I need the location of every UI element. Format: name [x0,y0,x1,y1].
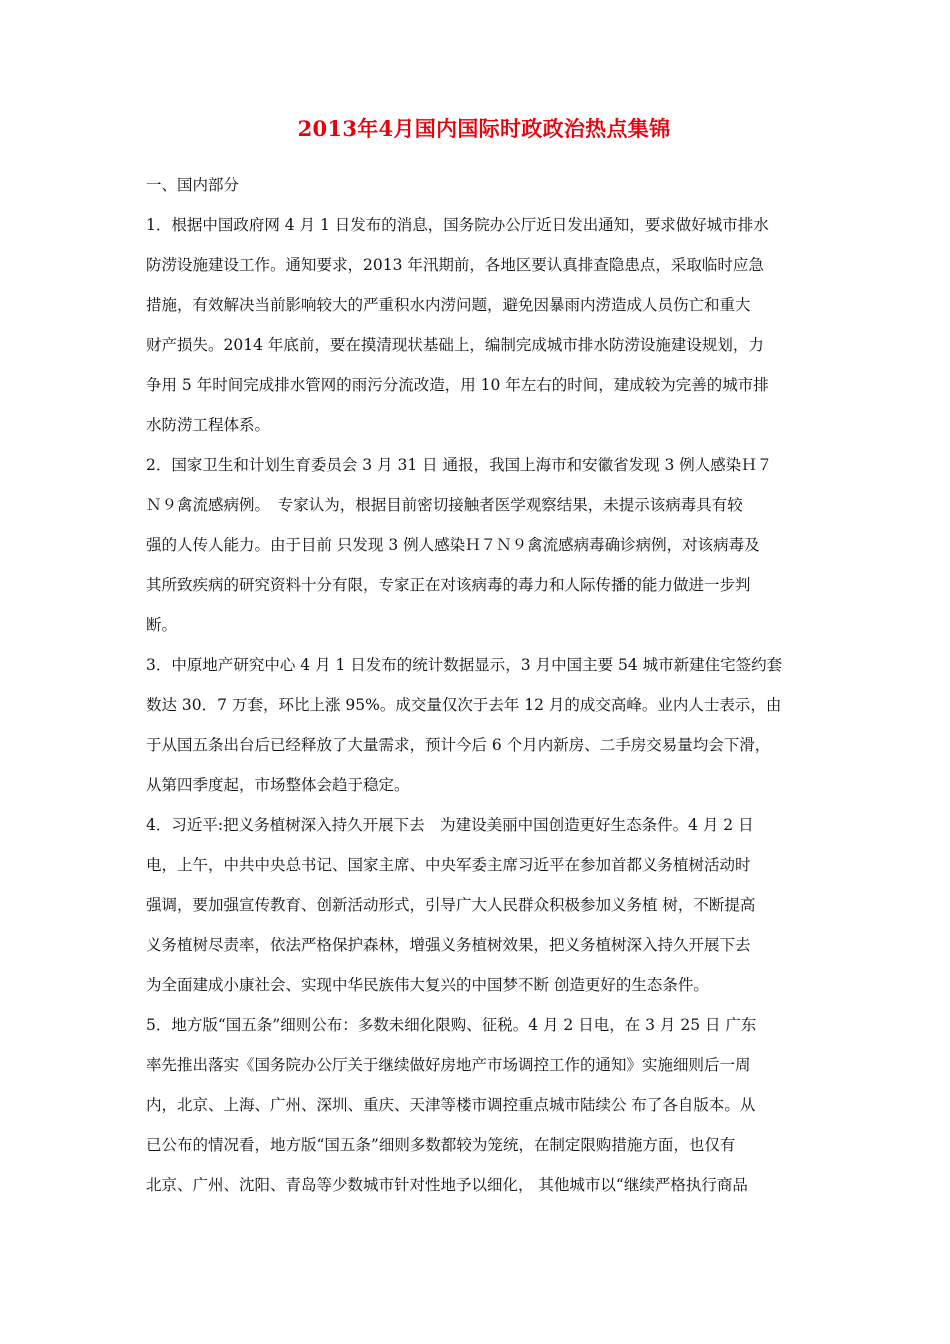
paragraph-line: 财产损失。2014 年底前，要在摸清现状基础上，编制完成城市排水防涝设施建设规划，力 [146,336,764,355]
paragraph-line: 已公布的情况看，地方版“国五条”细则多数都较为笼统，在制定限购措施方面，也仅有 [146,1136,736,1155]
paragraph-1 [146,205,822,445]
paragraph-line: 争用 5 年时间完成排水管网的雨污分流改造，用 10 年左右的时间，建成较为完善的城市排 [146,376,769,395]
section-heading: 一、国内部分 [146,176,240,195]
paragraph-line: 电，上午，中共中央总书记、国家主席、中央军委主席习近平在参加首都义务植树活动时 [146,856,751,875]
paragraph-line: 从第四季度起，市场整体会趋于稳定。 [146,776,410,795]
paragraph-line: 北京、广州、沈阳、青岛等少数城市针对性地予以细化， 其他城市以“继续严格执行商品 [146,1176,748,1195]
paragraph-3 [146,645,822,805]
paragraph-line: 于从国五条出台后已经释放了大量需求，预计今后 6 个月内新房、二手房交易量均会下滑， [146,736,771,755]
paragraph-4 [146,805,822,1005]
paragraph-line: 为全面建成小康社会、实现中华民族伟大复兴的中国梦不断 创造更好的生态条件。 [146,976,709,995]
paragraph-line: Ｎ９禽流感病例。 专家认为，根据目前密切接触者医学观察结果，未提示该病毒具有较 [146,496,743,515]
paragraph-line: 1．根据中国政府网 4 月 1 日发布的消息，国务院办公厅近日发出通知，要求做好城市排水 [146,216,769,235]
document-title: 2013年4月国内国际时政政治热点集锦 [297,116,671,141]
paragraph-2 [146,445,822,645]
paragraph-line: 防涝设施建设工作。通知要求，2013 年汛期前，各地区要认真排查隐患点，采取临时应急 [146,256,764,275]
paragraph-line: 率先推出落实《国务院办公厅关于继续做好房地产市场调控工作的通知》实施细则后一周 [146,1056,751,1075]
paragraph-line: 强的人传人能力。由于目前 只发现 3 例人感染Ｈ７Ｎ９禽流感病毒确诊病例，对该病毒及 [146,536,760,555]
paragraph-line: 3．中原地产研究中心 4 月 1 日发布的统计数据显示，3 月中国主要 54 城市新建住宅签约套 [146,656,783,675]
paragraph-line: 2．国家卫生和计划生育委员会 3 月 31 日 通报，我国上海市和安徽省发现 3 例人感染Ｈ７ [146,456,773,475]
paragraph-line: 强调，要加强宣传教育、创新活动形式，引导广大人民群众积极参加义务植 树，不断提高 [146,896,756,915]
paragraph-line: 其所致疾病的研究资料十分有限，专家正在对该病毒的毒力和人际传播的能力做进一步判 [146,576,751,595]
paragraph-line: 断。 [146,616,178,635]
paragraph-line: 义务植树尽责率，依法严格保护森林，增强义务植树效果，把义务植树深入持久开展下去 [146,936,751,955]
paragraph-line: 措施，有效解决当前影响较大的严重积水内涝问题，避免因暴雨内涝造成人员伤亡和重大 [146,296,751,315]
paragraph-5 [146,1005,822,1205]
paragraph-line: 水防涝工程体系。 [146,416,271,435]
paragraph-line: 数达 30．7 万套，环比上涨 95%。成交量仅次于去年 12 月的成交高峰。业内人士表示，由 [146,696,782,715]
paragraph-line: 内，北京、上海、广州、深圳、重庆、天津等楼市调控重点城市陆续公 布了各自版本。从 [146,1096,756,1115]
paragraph-line: 4．习近平:把义务植树深入持久开展下去 为建设美丽中国创造更好生态条件。4 月 2 日 [146,816,754,835]
paragraph-line: 5．地方版“国五条”细则公布：多数未细化限购、征税。4 月 2 日电，在 3 月 25 日 广东 [146,1016,757,1035]
